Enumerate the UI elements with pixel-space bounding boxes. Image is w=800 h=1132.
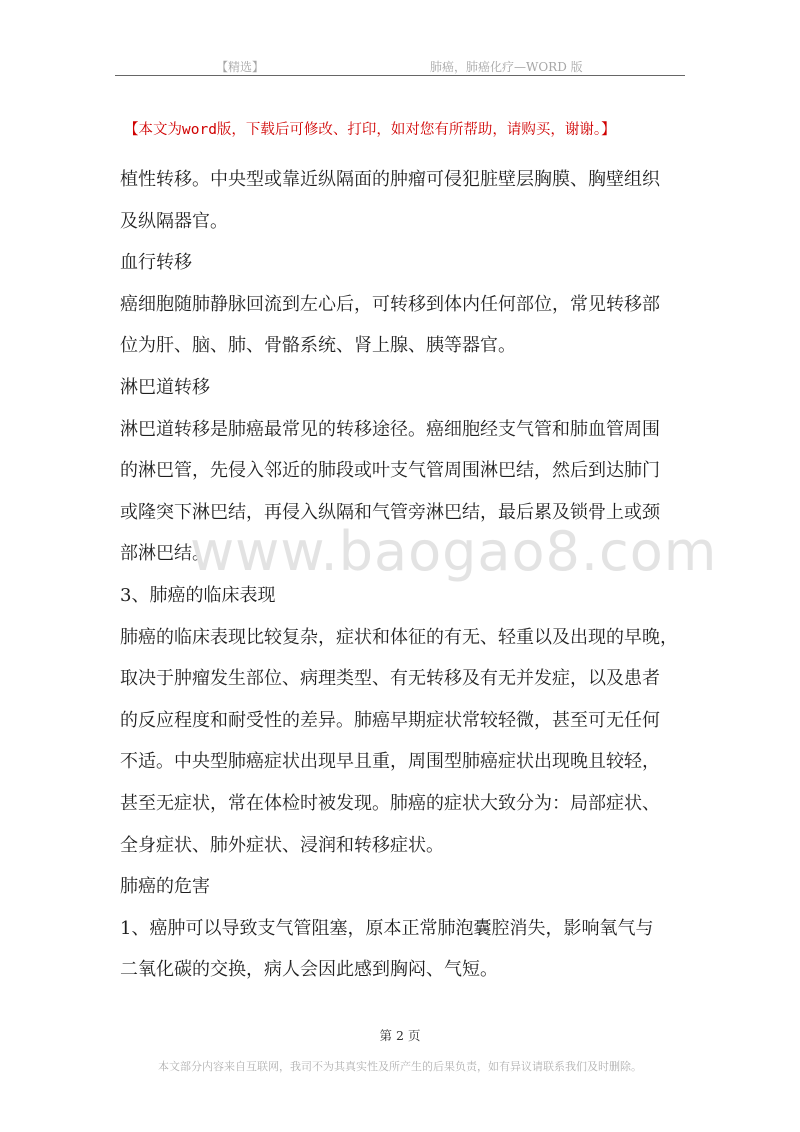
body-line: 的反应程度和耐受性的差异。肺癌早期症状常较轻微，甚至可无任何 xyxy=(120,709,660,731)
body-line: 不适。中央型肺癌症状出现早且重，周围型肺癌症状出现晚且较轻， xyxy=(120,751,660,773)
body-line: 肺癌的临床表现比较复杂，症状和体征的有无、轻重以及出现的早晚， xyxy=(120,626,678,648)
body-line: 或隆突下淋巴结，再侵入纵隔和气管旁淋巴结，最后累及锁骨上或颈 xyxy=(120,501,660,523)
header-left-label: 【精选】 xyxy=(216,60,265,74)
section-heading: 淋巴道转移 xyxy=(120,376,210,398)
page-number: 第 2 页 xyxy=(379,1028,421,1043)
header-divider xyxy=(115,75,685,76)
footer-disclaimer: 本文部分内容来自互联网，我司不为其真实性及所产生的后果负责，如有异议请联系我们及时删除。 xyxy=(158,1060,642,1073)
body-line: 的淋巴管，先侵入邻近的肺段或叶支气管周围淋巴结，然后到达肺门 xyxy=(120,460,660,482)
body-line: 位为肝、脑、肺、骨骼系统、肾上腺、胰等器官。 xyxy=(120,335,516,357)
body-line: 甚至无症状，常在体检时被发现。肺癌的症状大致分为：局部症状、 xyxy=(120,792,660,814)
section-heading: 肺癌的危害 xyxy=(120,876,210,898)
header-document-title: 肺癌，肺癌化疗—WORD 版 xyxy=(430,60,583,74)
section-heading: 血行转移 xyxy=(120,252,192,274)
watermark: www.baogao8.com xyxy=(190,520,718,583)
body-line: 部淋巴结。 xyxy=(120,543,210,565)
body-line: 取决于肿瘤发生部位、病理类型、有无转移及有无并发症，以及患者 xyxy=(120,668,660,690)
body-line: 全身症状、肺外症状、浸润和转移症状。 xyxy=(120,834,444,856)
section-heading: 3、肺癌的临床表现 xyxy=(120,584,276,606)
body-line: 淋巴道转移是肺癌最常见的转移途径。癌细胞经支气管和肺血管周围 xyxy=(120,418,660,440)
purchase-notice: 【本文为word版，下载后可修改、打印，如对您有所帮助，请购买，谢谢。】 xyxy=(124,122,616,138)
body-line: 植性转移。中央型或靠近纵隔面的肿瘤可侵犯脏壁层胸膜、胸壁组织 xyxy=(120,169,660,190)
body-line: 癌细胞随肺静脉回流到左心后，可转移到体内任何部位，常见转移部 xyxy=(120,293,660,315)
page-header xyxy=(115,56,685,76)
body-line: 及纵隔器官。 xyxy=(120,210,228,232)
document-body xyxy=(120,159,690,991)
body-line: 1、癌肿可以导致支气管阻塞，原本正常肺泡囊腔消失，影响氧气与 xyxy=(120,917,654,939)
body-line: 二氧化碳的交换，病人会因此感到胸闷、气短。 xyxy=(120,959,498,981)
